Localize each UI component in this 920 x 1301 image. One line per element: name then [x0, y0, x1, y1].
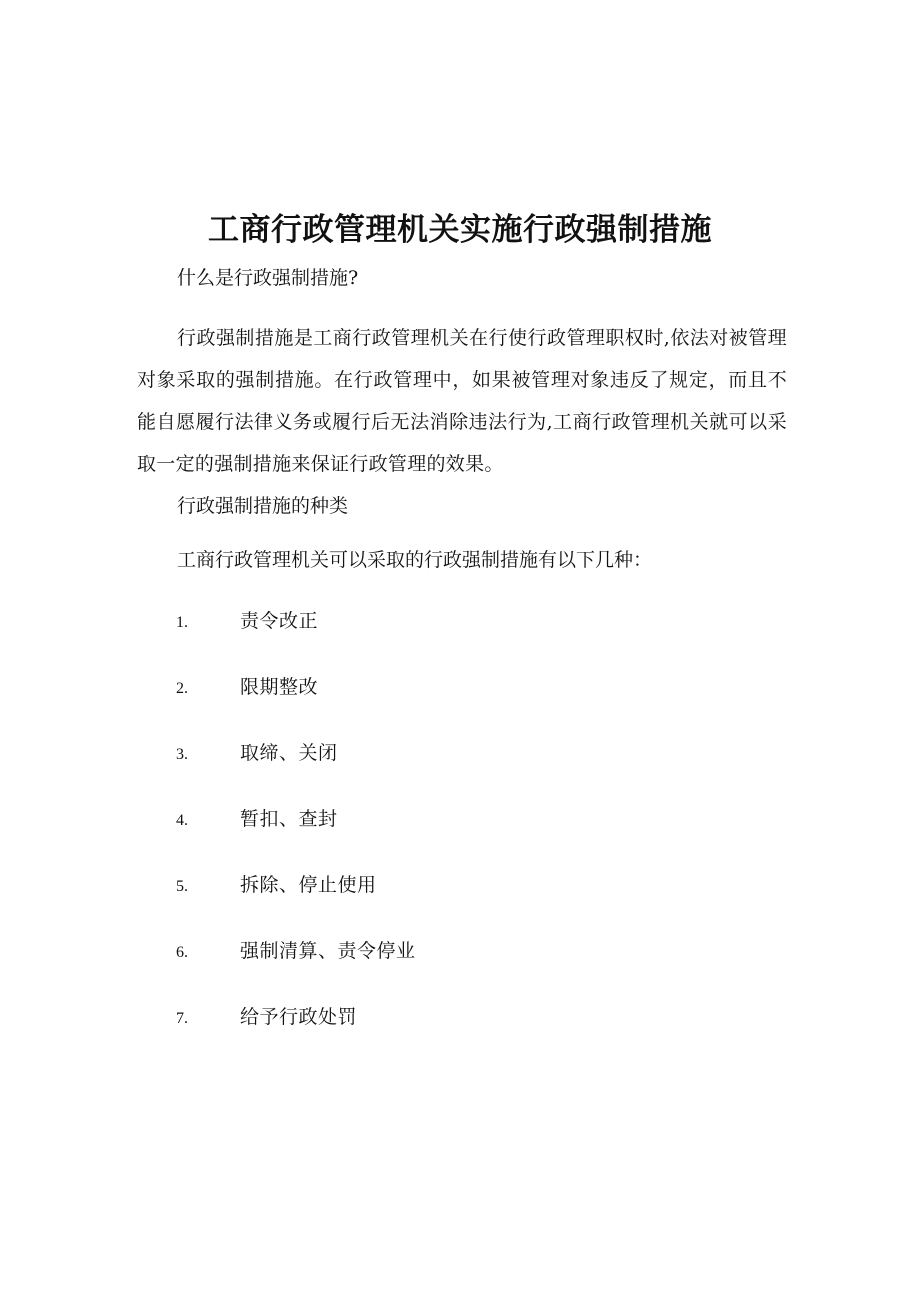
list-item-text: 给予行政处罚 [240, 1006, 358, 1028]
types-heading: 行政强制措施的种类 [177, 495, 349, 517]
list-item-number: 3. [176, 746, 188, 763]
list-item-number: 4. [176, 812, 188, 829]
list-item-number: 5. [176, 878, 188, 895]
list-item [0, 938, 920, 968]
document-title: 工商行政管理机关实施行政强制措施 [208, 212, 712, 248]
types-intro: 工商行政管理机关可以采取的行政强制措施有以下几种： [177, 549, 653, 571]
list-item-number: 2. [176, 680, 188, 697]
list-item-text: 限期整改 [240, 676, 319, 698]
list-item-number: 6. [176, 944, 188, 961]
list-item [0, 872, 920, 902]
list-item-text: 强制清算、责令停业 [240, 940, 416, 962]
list-item [0, 608, 920, 638]
list-item [0, 806, 920, 836]
list-item-text: 责令改正 [240, 610, 319, 632]
definition-paragraph: 行政强制措施是工商行政管理机关在行使行政管理职权时,依法对被管理对象采取的强制措施。在行政管理中，如果被管理对象违反了规定，而且不能自愿履行法律义务或履行后无法消除违法行为,工商行政管理机关就可以采取一定的强制措施来保证行政管理的效果。 [137, 327, 787, 475]
list-item [0, 740, 920, 770]
list-item-text: 拆除、停止使用 [240, 874, 377, 896]
list-item-text: 暂扣、查封 [240, 808, 338, 830]
list-item [0, 1004, 920, 1034]
list-item-text: 取缔、关闭 [240, 742, 338, 764]
list-item [0, 674, 920, 704]
list-item-number: 7. [176, 1010, 188, 1027]
question-heading: 什么是行政强制措施? [177, 267, 359, 289]
list-item-number: 1. [176, 614, 188, 631]
